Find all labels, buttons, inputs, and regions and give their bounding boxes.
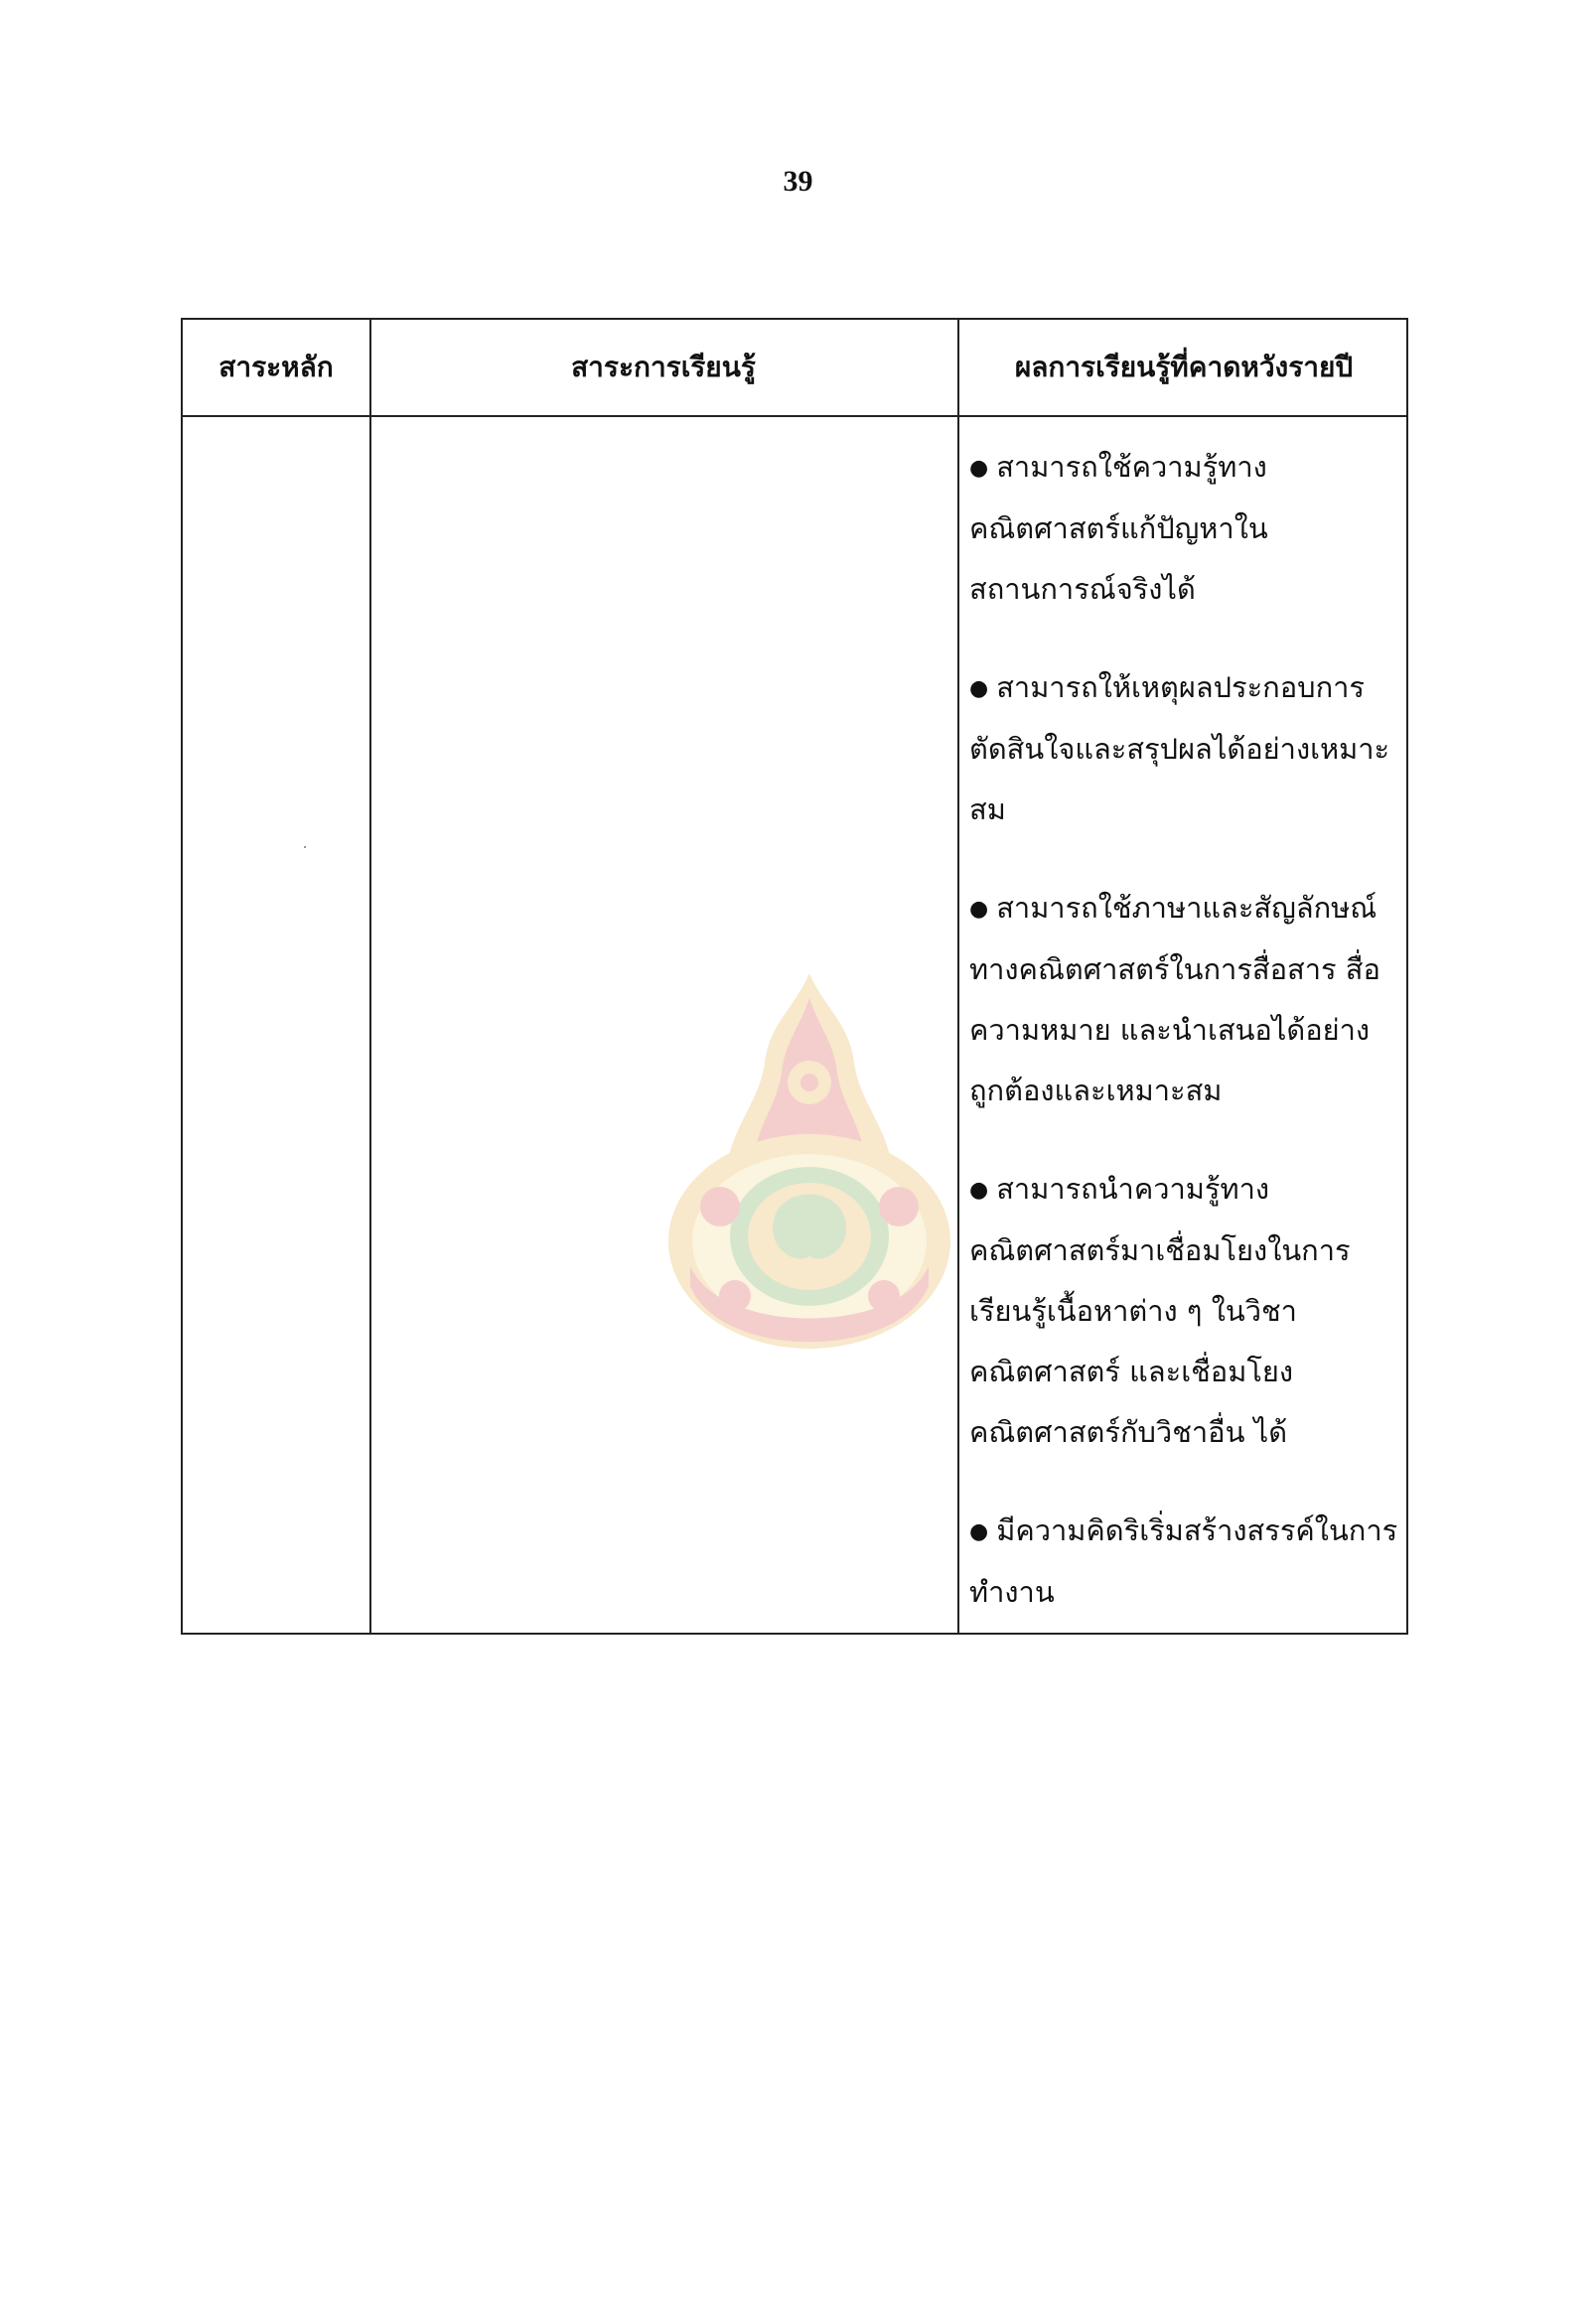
- outcome-item: [969, 878, 1402, 1121]
- header-learning-content: สาระการเรียนรู้: [571, 351, 756, 383]
- curriculum-table: [181, 318, 1408, 1635]
- bullet-icon: ●: [969, 1519, 989, 1544]
- outcome-text: สามารถใช้ภาษาและสัญลักษณ์ทางคณิตศาสตร์ในการสื่อสาร สื่อความหมาย และนำเสนอได้อย่างถูกต้องและเหมาะสม: [969, 891, 1380, 1107]
- header-divider: [183, 415, 1406, 417]
- page-number: 39: [783, 165, 813, 198]
- outcome-item: [969, 1159, 1402, 1463]
- outcome-text: สามารถนำความรู้ทางคณิตศาสตร์มาเชื่อมโยงในการเรียนรู้เนื้อหาต่าง ๆ ในวิชาคณิตศาสตร์ และเชื่อมโยงคณิตศาสตร์กับวิชาอื่น ได้: [969, 1172, 1351, 1449]
- bullet-icon: ●: [969, 676, 989, 701]
- outcome-text: สามารถใช้ความรู้ทางคณิตศาสตร์แก้ปัญหาในสถานการณ์จริงได้: [969, 450, 1268, 606]
- outcome-item: [969, 1501, 1402, 1623]
- header-expected-outcomes: ผลการเรียนรู้ที่คาดหวังรายปี: [1014, 351, 1354, 383]
- bullet-icon: ●: [969, 1178, 989, 1203]
- outcome-list: [969, 437, 1402, 1660]
- bullet-icon: ●: [969, 897, 989, 922]
- outcome-item: [969, 437, 1402, 620]
- column-divider-2: [957, 320, 959, 1633]
- header-main-strand: สาระหลัก: [218, 351, 334, 383]
- column-divider-1: [369, 320, 371, 1633]
- outcome-text: มีความคิดริเริ่มสร้างสรรค์ในการทำงาน: [969, 1513, 1398, 1609]
- outcome-text: สามารถให้เหตุผลประกอบการตัดสินใจและสรุปผลได้อย่างเหมาะสม: [969, 670, 1390, 826]
- bullet-icon: ●: [969, 456, 989, 481]
- outcome-item: [969, 657, 1402, 840]
